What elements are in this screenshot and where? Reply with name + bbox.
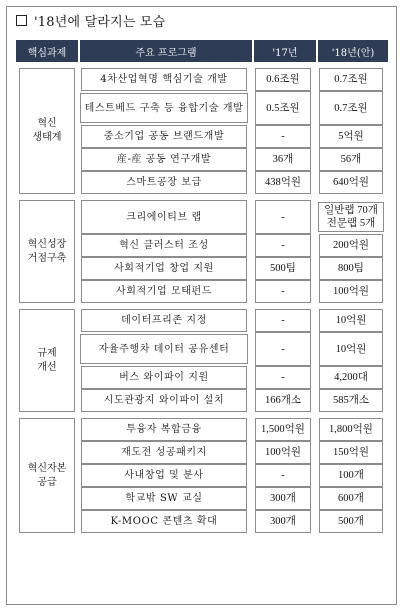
category-cell-innovation-ecosystem: 혁신 생태계 [19,68,75,194]
header-category: 핵심과제 [16,40,78,62]
value-2018: 1,800억원 [319,418,383,441]
header-program: 주요 프로그램 [78,40,252,62]
program-cell: 학교밖 SW 교실 [81,487,247,510]
value-2017: - [255,280,311,303]
program-cell: 중소기업 공동 브랜드개발 [81,125,247,148]
value-2018: 800팀 [319,257,383,280]
category-cell-growth-hub: 혁신성장 거점구축 [19,200,75,303]
value-2017: - [255,234,311,257]
program-cell: 투융자 복합금융 [81,418,247,441]
program-cell: 사내창업 및 분사 [81,464,247,487]
value-2017: 0.6조원 [255,68,311,91]
section-heading [16,10,165,30]
program-cell: 자율주행차 데이터 공유센터 [80,334,248,364]
program-cell: 버스 와이파이 지원 [81,366,247,389]
table-row [16,200,388,234]
value-2018: 일반랩 70개 전문랩 5개 [318,202,384,232]
heading-text: '18년에 달라지는 모습 [34,14,166,30]
value-2018: 585개소 [319,389,383,412]
value-2017: 166개소 [255,389,311,412]
program-cell: 재도전 성공패키지 [81,441,247,464]
program-cell: 産-産 공동 연구개발 [81,148,247,171]
value-2017: - [255,309,311,332]
value-2018: 100개 [319,464,383,487]
program-cell: 4차산업혁명 핵심기술 개발 [81,68,247,91]
table-row [16,68,388,91]
value-2018: 100억원 [319,280,383,303]
program-cell: 사회적기업 모태펀드 [81,280,247,303]
category-cell-regulation: 규제 개선 [19,309,75,412]
program-table [16,40,388,533]
value-2018: 4,200대 [319,366,383,389]
program-cell: 혁신 클러스터 조성 [81,234,247,257]
value-2017: 500팀 [255,257,311,280]
table-row [16,418,388,441]
value-2018: 0.7조원 [319,68,383,91]
value-2017: 300개 [255,487,311,510]
table-row [16,309,388,332]
checkbox-square-icon [16,15,27,26]
value-2018: 5억원 [319,125,383,148]
value-2018: 500개 [319,510,383,533]
value-2017: 438억원 [255,171,311,194]
value-2018: 640억원 [319,171,383,194]
table-header-row [16,40,388,62]
header-2017: '17년 [252,40,316,62]
value-2017: 100억원 [255,441,311,464]
value-2017: 300개 [255,510,311,533]
value-2017: - [255,332,311,366]
value-2017: - [255,200,311,234]
value-2018: 56개 [319,148,383,171]
value-2018: 200억원 [319,234,383,257]
value-2017: - [255,366,311,389]
value-2017: 1,500억원 [255,418,311,441]
program-cell: K-MOOC 콘텐츠 확대 [81,510,247,533]
value-2018: 600개 [319,487,383,510]
program-cell: 데이터프리존 지정 [81,309,247,332]
value-2018: 10억원 [319,332,383,366]
program-cell: 크리에이티브 랩 [81,200,247,234]
program-cell: 테스트베드 구축 등 융합기술 개발 [80,93,248,123]
value-2017: 0.5조원 [255,91,311,125]
category-cell-capital: 혁신자본 공급 [19,418,75,533]
program-cell: 시도관광지 와이파이 설치 [81,389,247,412]
value-2017: - [255,464,311,487]
value-2018: 150억원 [319,441,383,464]
value-2017: - [255,125,311,148]
value-2018: 0.7조원 [319,91,383,125]
program-cell: 스마트공장 보급 [81,171,247,194]
value-2017: 36개 [255,148,311,171]
header-2018: '18년(안) [316,40,388,62]
program-cell: 사회적기업 창업 지원 [81,257,247,280]
value-2018: 10억원 [319,309,383,332]
